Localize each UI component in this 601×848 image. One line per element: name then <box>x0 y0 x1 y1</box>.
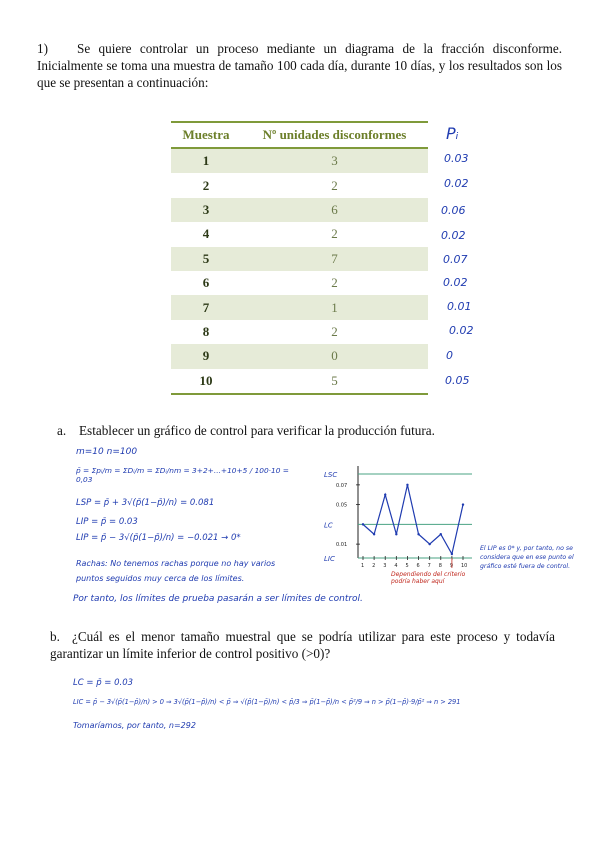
cell-value: 2 <box>331 323 338 339</box>
cell-value: 6 <box>241 198 428 222</box>
data-point <box>395 533 397 535</box>
series-line <box>363 485 463 554</box>
x-tick-label: 1 <box>361 563 365 569</box>
note-a-5: Rachas: No tenemos rachas porque no hay varios <box>76 559 276 568</box>
note-b-2: Tomaríamos, por tanto, n=292 <box>73 721 196 730</box>
data-table <box>171 121 428 395</box>
cell-value: 2 <box>331 226 338 242</box>
cell-muestra: 5 <box>171 247 241 271</box>
limit-label-lc: LC <box>324 521 333 530</box>
x-tick-label: 2 <box>372 563 376 569</box>
table-row <box>171 198 428 222</box>
cell-muestra: 9 <box>171 344 241 368</box>
p-value: 0.01 <box>447 300 472 313</box>
cell-value: 0 <box>241 344 428 368</box>
x-tick-label: 7 <box>427 563 431 569</box>
y-tick-label: 0.01 <box>336 542 348 549</box>
cell-muestra: 8 <box>202 323 210 339</box>
cell-value: 5 <box>241 369 428 394</box>
p-value: 0.05 <box>445 374 470 387</box>
cell-value: 7 <box>241 247 428 271</box>
table-row <box>171 173 428 197</box>
data-point <box>362 523 364 525</box>
question-1 <box>37 40 562 91</box>
p-value: 0.07 <box>443 253 468 266</box>
data-point <box>440 533 442 535</box>
cell-value: 2 <box>331 275 338 291</box>
table-row <box>171 320 428 344</box>
note-a-6: puntos seguidos muy cerca de los límites. <box>76 574 245 583</box>
x-tick-label: 5 <box>405 563 409 569</box>
cell-muestra: 3 <box>171 198 241 222</box>
note-a-3: LIP = p̄ = 0.03 <box>76 517 138 527</box>
part-a-label: a. <box>57 423 67 438</box>
chart-note-blue: El LIP es 0* y, por tanto, no se considera que en ese punto el gráfico esté fuera de control. <box>480 545 574 570</box>
p-value: 0.03 <box>444 152 469 165</box>
table-row <box>171 344 428 368</box>
limit-label-lsc: LSC <box>324 471 338 479</box>
part-b-label: b. <box>50 629 60 644</box>
x-tick-label: 10 <box>461 563 468 569</box>
cell-value: 2 <box>331 177 338 193</box>
cell-muestra: 6 <box>202 275 210 291</box>
p-value: 0.02 <box>443 276 468 289</box>
part-a-text: Establecer un gráfico de control para verificar la producción futura. <box>79 423 435 438</box>
chart-note-red: Dependiendo del criterio podría haber aquí <box>391 571 466 585</box>
cell-muestra: 10 <box>171 369 241 394</box>
p-value: 0.02 <box>449 324 474 337</box>
cell-muestra: 7 <box>171 295 241 319</box>
part-b-text: ¿Cuál es el menor tamaño muestral que se podría utilizar para este proceso y todavía garantizar un límite inferior de control positivo (>0)? <box>50 629 555 661</box>
table-row <box>171 148 428 173</box>
cell-muestra: 1 <box>171 148 241 173</box>
p-value: 0.02 <box>441 229 466 242</box>
limit-label-lic: LIC <box>324 555 335 563</box>
data-point <box>417 533 419 535</box>
note-b-0: LC = p̄ = 0.03 <box>73 678 134 688</box>
question-text: Se quiere controlar un proceso mediante un diagrama de la fracción disconforme. Inicialmente se toma una muestra de tamaño 100 cada día, durante 10 días, y los resultados son los que se presentan a continuación: <box>37 41 562 90</box>
p-value: 0.02 <box>444 177 469 190</box>
header-muestra: Muestra <box>171 122 241 148</box>
part-b <box>50 628 555 662</box>
cell-muestra: 2 <box>202 177 210 193</box>
table-row <box>171 295 428 319</box>
table-row <box>171 247 428 271</box>
part-a <box>57 422 557 439</box>
table-row <box>171 369 428 394</box>
p-header: Pᵢ <box>446 124 459 143</box>
cell-value: 3 <box>241 148 428 173</box>
cell-value: 1 <box>241 295 428 319</box>
p-value: 0 <box>446 349 453 362</box>
note-a-7: Por tanto, los límites de prueba pasarán a ser límites de control. <box>73 594 363 604</box>
note-a-0: m=10 n=100 <box>76 447 138 457</box>
x-tick-label: 4 <box>394 563 398 569</box>
x-tick-label: 6 <box>416 563 420 569</box>
data-point <box>451 553 453 555</box>
x-tick-label: 9 <box>449 563 454 569</box>
y-tick-label: 0.07 <box>336 482 348 489</box>
data-point <box>462 503 464 505</box>
y-tick-label: 0.05 <box>336 502 348 509</box>
data-point <box>384 494 386 496</box>
x-tick-label: 8 <box>438 563 442 569</box>
control-chart <box>318 456 478 580</box>
x-tick-label: 3 <box>383 563 387 569</box>
data-point <box>373 533 375 535</box>
table-header-row <box>171 122 428 148</box>
header-disconformes: Nº unidades disconformes <box>241 122 428 148</box>
note-a-4: LIP = p̄ − 3√(p̄(1−p̄)/n) = −0.021 → 0* <box>76 533 241 543</box>
table-row <box>171 222 428 246</box>
cell-muestra: 4 <box>202 226 210 242</box>
table-row <box>171 271 428 295</box>
note-a-1: p̄ = Σpᵢ/m = ΣDᵢ/m = ΣDᵢ/nm = 3+2+...+10+5 / 100·10 = 0,03 <box>76 466 289 484</box>
note-b-1: LIC = p̄ − 3√(p̄(1−p̄)/n) > 0 ⇒ 3√(p̄(1−p̄)/n) < p̄ ⇒ √(p̄(1−p̄)/n) < p̄/3 ⇒ p̄(1−p̄)/n < p̄²/9 ⇒ n > p̄(1−p̄)·9/p̄² ⇒ n > 291 <box>73 698 461 706</box>
data-point <box>428 543 430 545</box>
note-a-2: LSP = p̄ + 3√(p̄(1−p̄)/n) = 0.081 <box>76 498 215 508</box>
data-point <box>406 484 408 486</box>
p-value: 0.06 <box>441 204 466 217</box>
question-number: 1) <box>37 41 48 56</box>
